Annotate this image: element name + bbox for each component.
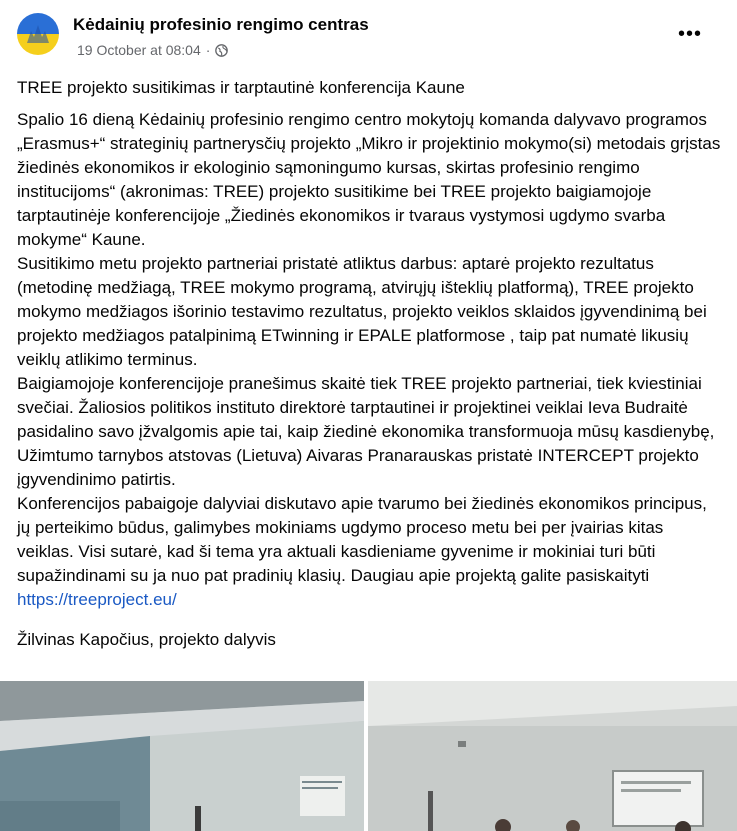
post-timestamp[interactable]: 19 October at 08:04	[77, 42, 201, 58]
conference-photo-2[interactable]	[368, 681, 737, 831]
avatar-trident-icon	[17, 13, 59, 55]
project-link[interactable]: https://treeproject.eu/	[17, 590, 177, 609]
more-options-icon[interactable]: •••	[678, 23, 703, 45]
globe-icon[interactable]	[215, 44, 228, 57]
post-title: TREE projekto susitikimas ir tarptautinė konferencija Kaune	[17, 78, 465, 97]
post-header	[0, 0, 737, 70]
conference-photo-2-image	[368, 681, 737, 831]
post-text	[17, 76, 722, 652]
conference-photo-1-image	[0, 681, 364, 831]
page-name-link[interactable]: Kėdainių profesinio rengimo centras	[73, 15, 369, 34]
page-avatar[interactable]	[17, 13, 59, 55]
meta-separator: ·	[205, 42, 211, 58]
post-meta	[77, 42, 228, 58]
photo-grid	[0, 681, 737, 831]
post-signature: Žilvinas Kapočius, projekto dalyvis	[17, 630, 276, 649]
conference-photo-1[interactable]	[0, 681, 364, 831]
post-body-text: Spalio 16 dieną Kėdainių profesinio rengimo centro mokytojų komanda dalyvavo programos „Erasmus+“ strateginių partnerysčių projekto „Mikro ir projektinio mokymo(si) metodais grįstas žiedinės ekonomikos ir ekologinio sąmoningumo kursas, skirtas profesinio rengimo institucijoms“ (akronimas: TREE) projekto susitikime bei TREE projekto baigiamojoje tarptautinėje konferencijoje „Žiedinės ekonomikos ir tvaraus vystymosi ugdymo svarba mokyme“ Kaune. Susitikimo metu projekto partneriai pristatė atliktus darbus: aptarė projekto rezultatus (metodinę medžiagą, TREE mokymo programą, atvirųjų išteklių platformą), TREE projekto mokymo medžiagos išorinio testavimo rezultatus, projekto veiklos sklaidos įgyvendinimą bei projekto medžiagos patalpinimą ETwinning ir EPALE platformose , taip pat numatė likusių veiklų atlikimo terminus. Baigiamojoje konferencijoje pranešimus skaitė tiek TREE projekto partneriai, tiek kviestiniai svečiai. Žaliosios politikos instituto direktorė tarptautinei ir projektinei veiklai Ieva Budraitė pasidalino savo įžvalgomis apie tai, kaip žiedinė ekonomika transformuoja mūsų kasdienybę, Užimtumo tarnybos atstovas (Lietuva) Aivaras Pranarauskas pristatė INTERCEPT projekto įgyvendinimo patirtis. Konferencijos pabaigoje dalyviai diskutavo apie tvarumo bei žiedinės ekonomikos principus, jų perteikimo būdus, galimybes mokiniams ugdymo proceso metu bei per įvairias kitas veiklas. Visi sutarė, kad ši tema yra aktuali kasdieniame gyvenime ir mokiniai turi būti supažindinami su ja nuo pat pradinių klasių. Daugiau apie projektą galite pasiskaityti	[17, 110, 721, 585]
post-body	[17, 108, 722, 612]
